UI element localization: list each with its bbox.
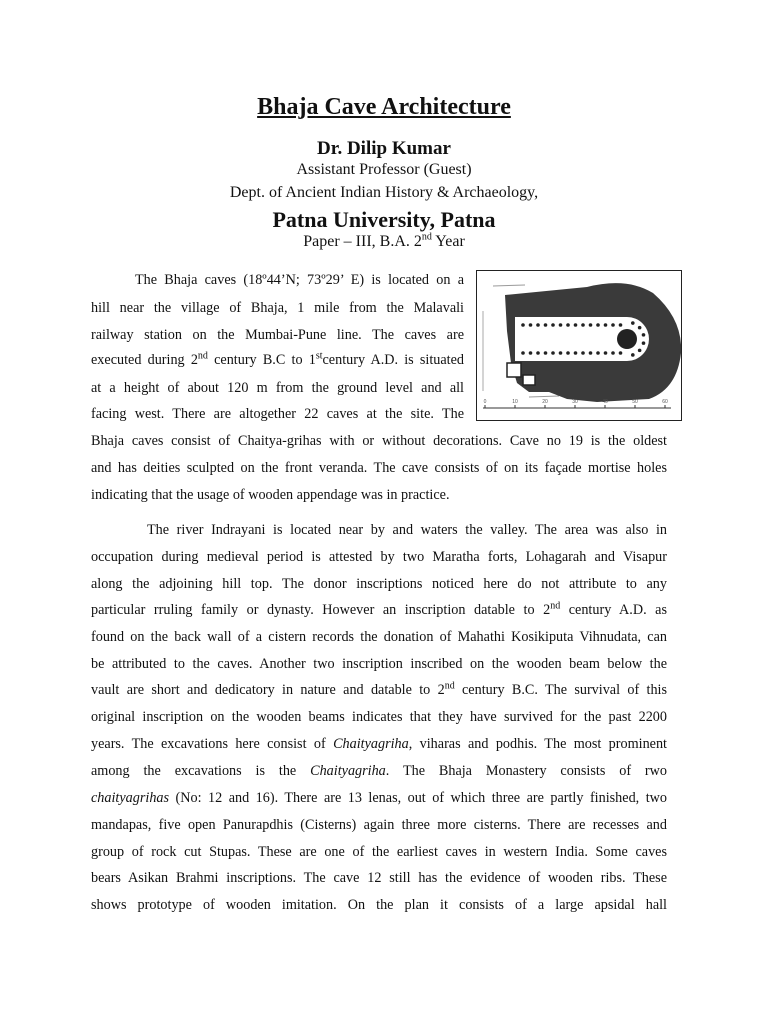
document-title: Bhaja Cave Architecture — [257, 94, 511, 120]
p2-line-4: particular rruling family or dynasty. However an inscription datable to 2nd century A.D. as — [91, 600, 667, 618]
pillar-dot — [536, 323, 540, 327]
p2-line-10: among the excavations is the Chaityagriha. The Bhaja Monastery consists of rwo — [91, 763, 667, 779]
plan-label-mark — [529, 396, 559, 397]
scale-label: 40 — [602, 399, 608, 405]
scale-ticks — [484, 399, 668, 408]
pillar-dot — [529, 351, 533, 355]
p1-line-1: The Bhaja caves (18º44’N; 73º29’ E) is located on a — [135, 272, 464, 288]
p2-line-2: occupation during medieval period is attested by two Maratha forts, Lohagarah and Visapur — [91, 549, 667, 565]
author-role: Assistant Professor (Guest) — [296, 161, 472, 178]
p1-line-7: Bhaja caves consist of Chaitya-grihas with or without decorations. Cave no 19 is the oldest — [91, 433, 667, 449]
p2-line-5: found on the back wall of a cistern records the donation of Mahathi Kosikiputa Vihnudata, can — [91, 629, 667, 645]
cave-plan-figure — [476, 270, 682, 421]
pillar-dot — [581, 351, 585, 355]
scale-label: 50 — [632, 399, 638, 405]
pillar-dot — [544, 323, 548, 327]
p1-line-3: railway station on the Mumbai-Pune line. The caves are — [91, 327, 464, 343]
pillar-dot — [559, 351, 563, 355]
pillar-dot — [619, 351, 623, 355]
p2-line-14: bears Asikan Brahmi inscriptions. The cave 12 still has the evidence of wooden ribs. These — [91, 870, 667, 886]
pillar-dot — [642, 333, 646, 337]
pillar-dot — [574, 323, 578, 327]
pillar-dot — [619, 323, 623, 327]
pillar-dot — [544, 351, 548, 355]
pillar-dot — [604, 351, 608, 355]
scale-label: 60 — [662, 399, 668, 405]
p2-line-15: shows prototype of wooden imitation. On the plan it consists of a large apsidal hall — [91, 897, 667, 913]
p2-line-1: The river Indrayani is located near by and waters the valley. The area was also in — [147, 522, 667, 538]
pillar-dot — [611, 351, 615, 355]
plan-label-mark — [493, 285, 525, 286]
pillar-dot — [521, 351, 525, 355]
p2-line-3: along the adjoining hill top. The donor inscriptions noticed here do not attribute to any — [91, 576, 667, 592]
scale-label: 10 — [512, 399, 518, 405]
scale-label: 0 — [483, 399, 487, 405]
pillar-dot — [642, 341, 646, 345]
pillar-dot — [596, 323, 600, 327]
p2-line-8: original inscription on the wooden beams indicates that they have survived for the past 2200 — [91, 709, 667, 725]
pillar-dot — [551, 351, 555, 355]
pillar-dot — [574, 351, 578, 355]
pillar-dot — [589, 323, 593, 327]
p1-line-5: at a height of about 120 m from the ground level and all — [91, 380, 464, 396]
p2-line-7: vault are short and dedicatory in nature and datable to 2nd century B.C. The survival of this — [91, 680, 667, 698]
pillar-dot — [611, 323, 615, 327]
scale-label: 30 — [572, 399, 578, 405]
p1-line-2: hill near the village of Bhaja, 1 mile from the Malavali — [91, 300, 464, 316]
pillar-dot — [604, 323, 608, 327]
p1-line-8: and has deities sculpted on the front veranda. The cave consists of on its façade mortise holes — [91, 460, 667, 476]
pillar-dot — [566, 351, 570, 355]
side-cell — [507, 363, 521, 377]
pillar-dot — [529, 323, 533, 327]
p2-line-11: chaityagrihas (No: 12 and 16). There are 13 lenas, out of which three are partly finished, two — [91, 790, 667, 806]
scale-label: 20 — [542, 399, 548, 405]
pillar-dot — [638, 326, 642, 330]
paper-line: Paper – III, B.A. 2nd Year — [303, 231, 465, 250]
p2-line-13: group of rock cut Stupas. These are one of the earliest caves in western India. Some caves — [91, 844, 667, 860]
p1-line-9: indicating that the usage of wooden appendage was in practice. — [91, 487, 450, 503]
pillar-dot — [596, 351, 600, 355]
pillar-dot — [536, 351, 540, 355]
pillar-dot — [631, 353, 635, 357]
pillar-dot — [551, 323, 555, 327]
author-name: Dr. Dilip Kumar — [317, 138, 451, 159]
cave-plan-drawing — [477, 271, 681, 420]
p1-line-4: executed during 2nd century B.C to 1stcentury A.D. is situated — [91, 350, 464, 368]
p2-line-12: mandapas, five open Panurapdhis (Cisterns) again three more cisterns. There are recesses and — [91, 817, 667, 833]
university-name: Patna University, Patna — [272, 207, 496, 232]
pillar-dot — [638, 349, 642, 353]
p1-line-6: facing west. There are altogether 22 caves at the site. The — [91, 406, 464, 422]
p2-line-9: years. The excavations here consist of Chaityagriha, viharas and podhis. The most prominent — [91, 736, 667, 752]
pillar-dot — [581, 323, 585, 327]
pillar-dot — [559, 323, 563, 327]
author-department: Dept. of Ancient Indian History & Archaeology, — [229, 184, 539, 201]
pillar-dot — [521, 323, 525, 327]
stupa-icon — [617, 329, 637, 349]
side-cell — [523, 375, 535, 385]
p2-line-6: be attributed to the caves. Another two inscription inscribed on the wooden beam below the — [91, 656, 667, 672]
pillar-dot — [566, 323, 570, 327]
pillar-dot — [589, 351, 593, 355]
pillar-dot — [631, 321, 635, 325]
